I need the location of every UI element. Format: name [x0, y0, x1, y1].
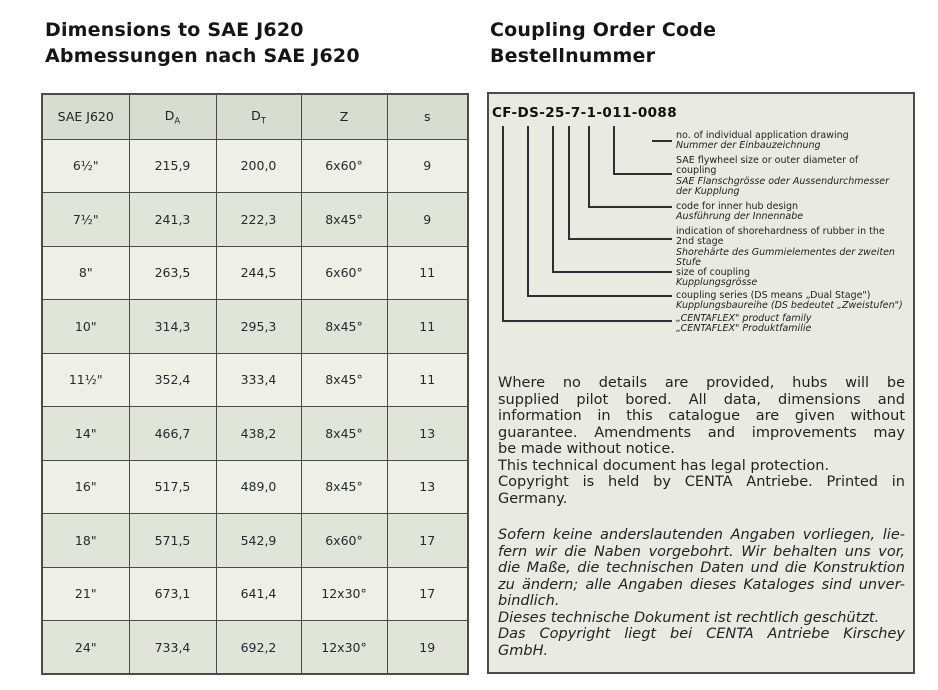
table-cell: 8x45°: [301, 407, 387, 461]
table-cell: 9: [387, 139, 468, 193]
table-cell: 222,3: [216, 193, 301, 247]
table-header-cell: SAE J620: [42, 94, 129, 139]
table-cell: 692,2: [216, 621, 301, 675]
notes-german: [498, 527, 905, 659]
label-line-en: SAE flywheel size or outer diameter of: [676, 155, 859, 166]
table-cell: 17: [387, 567, 468, 621]
table-cell: 6x60°: [301, 139, 387, 193]
label-line-de: Nummer der Einbauzeichnung: [676, 140, 821, 152]
notes-line: guarantee. Amendments and improvements may: [498, 424, 905, 441]
table-cell: 17: [387, 514, 468, 568]
table-cell: 13: [387, 460, 468, 514]
order-code-label-flywheel-size: [676, 156, 911, 198]
table-cell: 18": [42, 514, 129, 568]
table-cell: 641,4: [216, 567, 301, 621]
label-line-de: Ausführung der Innennabe: [676, 211, 804, 223]
table-row: [42, 353, 468, 407]
order-code-label-coupling-series: [676, 291, 911, 312]
notes-line: Germany.: [498, 490, 568, 507]
notes-line: fern wir die Naben vorgebohrt. Wir behalten uns vor,: [498, 543, 905, 560]
sae-j620-dimensions-table: [41, 93, 469, 675]
label-line-de: SAE Flanschgrösse oder Aussendurchmesser: [676, 175, 890, 187]
notes-line: bindlich.: [498, 593, 560, 609]
order-code-label-hub-design: [676, 202, 911, 223]
notes-line: Sofern keine anderslautenden Angaben vorliegen, lie-: [498, 527, 905, 543]
right-section-title: [490, 17, 716, 69]
table-header-cell: $D_T$: [216, 94, 301, 139]
table-cell: 19: [387, 621, 468, 675]
label-line-en: indication of shorehardness of rubber in the: [676, 226, 885, 237]
left-title-de: Abmessungen nach SAE J620: [45, 45, 360, 67]
label-line-de: Shorehärte des Gummielementes der zweiten: [676, 246, 895, 258]
label-line-en: size of coupling: [676, 267, 751, 278]
table-cell: 8x45°: [301, 353, 387, 407]
notes-line: Copyright is held by CENTA Antriebe. Printed in: [498, 474, 905, 490]
table-cell: 14": [42, 407, 129, 461]
label-line-en: no. of individual application drawing: [676, 130, 849, 141]
label-line-en: coupling series (DS means „Dual Stage"): [676, 290, 871, 301]
left-title-en: Dimensions to SAE J620: [45, 19, 304, 41]
table-row: [42, 460, 468, 514]
notes-line: supplied pilot bored. All data, dimensions and: [498, 391, 905, 408]
table-cell: 8x45°: [301, 460, 387, 514]
label-line-de: Kupplungsgrösse: [676, 277, 758, 289]
table-row: [42, 193, 468, 247]
notes-line: Where no details are provided, hubs will be: [498, 375, 905, 391]
right-title-en: Coupling Order Code: [490, 19, 717, 41]
table-cell: 571,5: [129, 514, 216, 568]
table-cell: 333,4: [216, 353, 301, 407]
table-header-row: [42, 94, 468, 139]
table-cell: 8x45°: [301, 193, 387, 247]
table-cell: 466,7: [129, 407, 216, 461]
label-line-en: code for inner hub design: [676, 201, 799, 212]
table-cell: 352,4: [129, 353, 216, 407]
table-cell: 12x30°: [301, 621, 387, 675]
table-row: [42, 407, 468, 461]
notes-line: Dieses technische Dokument ist rechtlich geschützt.: [498, 609, 880, 626]
notes-line: GmbH.: [498, 642, 549, 659]
label-line-en: 2nd stage: [676, 236, 724, 248]
table-cell: 733,4: [129, 621, 216, 675]
table-cell: 295,3: [216, 300, 301, 354]
notes-line: This technical document has legal protection.: [498, 457, 830, 474]
table-cell: 21": [42, 567, 129, 621]
table-cell: 11: [387, 300, 468, 354]
notes-line: be made without notice.: [498, 441, 675, 457]
table-cell: 542,9: [216, 514, 301, 568]
label-line-de: der Kupplung: [676, 186, 740, 198]
table-row: [42, 246, 468, 300]
table-row: [42, 621, 468, 675]
label-line-de: Stufe: [676, 257, 701, 269]
order-code-panel: [487, 92, 915, 674]
table-row: [42, 300, 468, 354]
label-line-en: coupling: [676, 165, 717, 177]
table-cell: 8": [42, 246, 129, 300]
connector-line-CF: [502, 126, 672, 322]
table-cell: 263,5: [129, 246, 216, 300]
table-header-cell: s: [387, 94, 468, 139]
table-cell: 489,0: [216, 460, 301, 514]
order-code-label-drawing-no: [676, 131, 911, 152]
notes-english: [498, 375, 905, 507]
left-section-title: [45, 17, 360, 69]
table-row: [42, 139, 468, 193]
table-cell: 11: [387, 353, 468, 407]
label-line-en: „CENTAFLEX" product family: [676, 313, 812, 324]
label-line-de: Kupplungsbaureihe (DS bedeutet „Zweistufen"): [676, 300, 903, 312]
table-cell: 673,1: [129, 567, 216, 621]
table-cell: 24": [42, 621, 129, 675]
table-row: [42, 514, 468, 568]
table-row: [42, 567, 468, 621]
table-cell: 6x60°: [301, 246, 387, 300]
table-cell: 16": [42, 460, 129, 514]
table-cell: 13: [387, 407, 468, 461]
label-line-de: „CENTAFLEX" Produktfamilie: [676, 323, 812, 335]
order-code-label-product-family: [676, 314, 911, 335]
notes-line: zu ändern; alle Angaben dieses Kataloges sind unver-: [498, 576, 905, 593]
table-cell: 7½": [42, 193, 129, 247]
table-cell: 200,0: [216, 139, 301, 193]
order-code: CF-DS-25-7-1-011-0088: [492, 105, 677, 121]
order-code-label-shorehardness: [676, 227, 911, 269]
order-code-label-coupling-size: [676, 268, 911, 289]
table-cell: 11: [387, 246, 468, 300]
table-cell: 8x45°: [301, 300, 387, 354]
notes-line: Das Copyright liegt bei CENTA Antriebe Kirschey: [498, 626, 905, 642]
table-cell: 244,5: [216, 246, 301, 300]
notes-line: die Maße, die technischen Daten und die Konstruktion: [498, 560, 905, 576]
table-cell: 11½": [42, 353, 129, 407]
table-cell: 314,3: [129, 300, 216, 354]
table-cell: 517,5: [129, 460, 216, 514]
table-header-cell: $D_A$: [129, 94, 216, 139]
table-cell: 9: [387, 193, 468, 247]
right-title-de: Bestellnummer: [490, 45, 656, 67]
table-header-cell: Z: [301, 94, 387, 139]
table-cell: 438,2: [216, 407, 301, 461]
table-cell: 12x30°: [301, 567, 387, 621]
table-cell: 241,3: [129, 193, 216, 247]
table-body: [42, 139, 468, 674]
table-cell: 6½": [42, 139, 129, 193]
table-cell: 215,9: [129, 139, 216, 193]
table-cell: 6x60°: [301, 514, 387, 568]
table-cell: 10": [42, 300, 129, 354]
notes-line: information in this catalogue are given without: [498, 408, 905, 424]
